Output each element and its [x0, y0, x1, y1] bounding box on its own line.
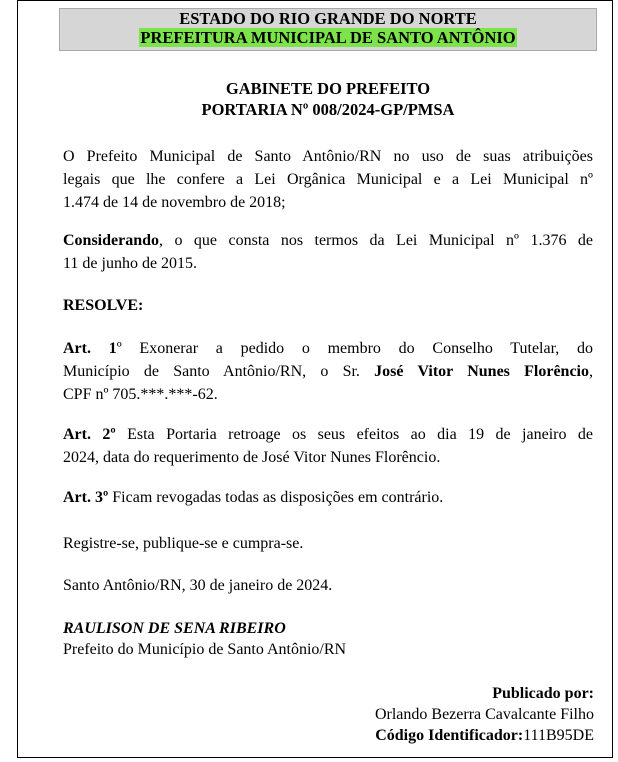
portaria-number: PORTARIA Nº 008/2024-GP/PMSA: [201, 100, 455, 119]
art1-paragraph: [63, 337, 593, 406]
intro-line: legais que lhe confere a Lei Orgânica Municipal e a Lei Municipal nº: [63, 171, 593, 188]
art2-label: Art. 2º: [63, 426, 116, 443]
art1-label: Art. 1: [63, 340, 117, 357]
art1-ordinal: º: [116, 340, 122, 357]
art1-cpf: CPF nº 705.***.***-62.: [63, 386, 218, 403]
intro-line: 1.474 de 14 de novembro de 2018;: [63, 194, 286, 211]
published-by-label: Publicado por:: [492, 685, 594, 702]
considerando-label: Considerando: [63, 232, 160, 249]
intro-line: O Prefeito Municipal de Santo Antônio/RN no uso de suas atribuições: [63, 148, 593, 165]
office-title: GABINETE DO PREFEITO: [225, 79, 431, 98]
art2-text: Esta Portaria retroage os seus efeitos ao dia 19 de janeiro de: [115, 426, 593, 443]
considerando-text: , o que consta nos termos da Lei Municipal nº 1.376 de: [159, 232, 593, 249]
art1-line2: Município de Santo Antônio/RN, o Sr.: [63, 363, 375, 380]
art3-text: Ficam revogadas todas as disposições em contrário.: [108, 489, 444, 506]
document-header: [59, 8, 597, 51]
state-name: ESTADO DO RIO GRANDE DO NORTE: [179, 9, 477, 28]
art1-comma: ,: [589, 363, 593, 380]
intro-paragraph: [63, 145, 593, 214]
art3-label: Art. 3º: [63, 489, 109, 506]
resolve-heading: [63, 294, 593, 317]
prefeitura-name: PREFEITURA MUNICIPAL DE SANTO ANTÔNIO: [140, 28, 516, 47]
resolve-label: RESOLVE:: [63, 297, 144, 314]
person-name: José Vitor Nunes Florêncio: [374, 363, 589, 380]
publication-block: [375, 683, 594, 746]
signature-block: [63, 618, 346, 660]
signer-role: Prefeito do Município de Santo Antônio/RN: [63, 641, 347, 658]
registre-text: Registre-se, publique-se e cumpra-se.: [63, 535, 304, 552]
art1-text: Exonerar a pedido o membro do Conselho Tutelar, do: [121, 340, 594, 357]
art3-paragraph: [63, 486, 593, 509]
place-date: Santo Antônio/RN, 30 de janeiro de 2024.: [63, 577, 333, 594]
code-value: 111B95DE: [523, 727, 594, 744]
considerando-paragraph: [63, 229, 593, 275]
considerando-line2: 11 de junho de 2015.: [63, 255, 198, 272]
art2-paragraph: [63, 423, 593, 469]
code-label: Código Identificador:: [375, 727, 524, 744]
signer-name: RAULISON DE SENA RIBEIRO: [63, 620, 286, 637]
publisher-name: Orlando Bezerra Cavalcante Filho: [374, 706, 594, 723]
art2-line2: 2024, data do requerimento de José Vitor Nunes Florêncio.: [63, 449, 441, 466]
